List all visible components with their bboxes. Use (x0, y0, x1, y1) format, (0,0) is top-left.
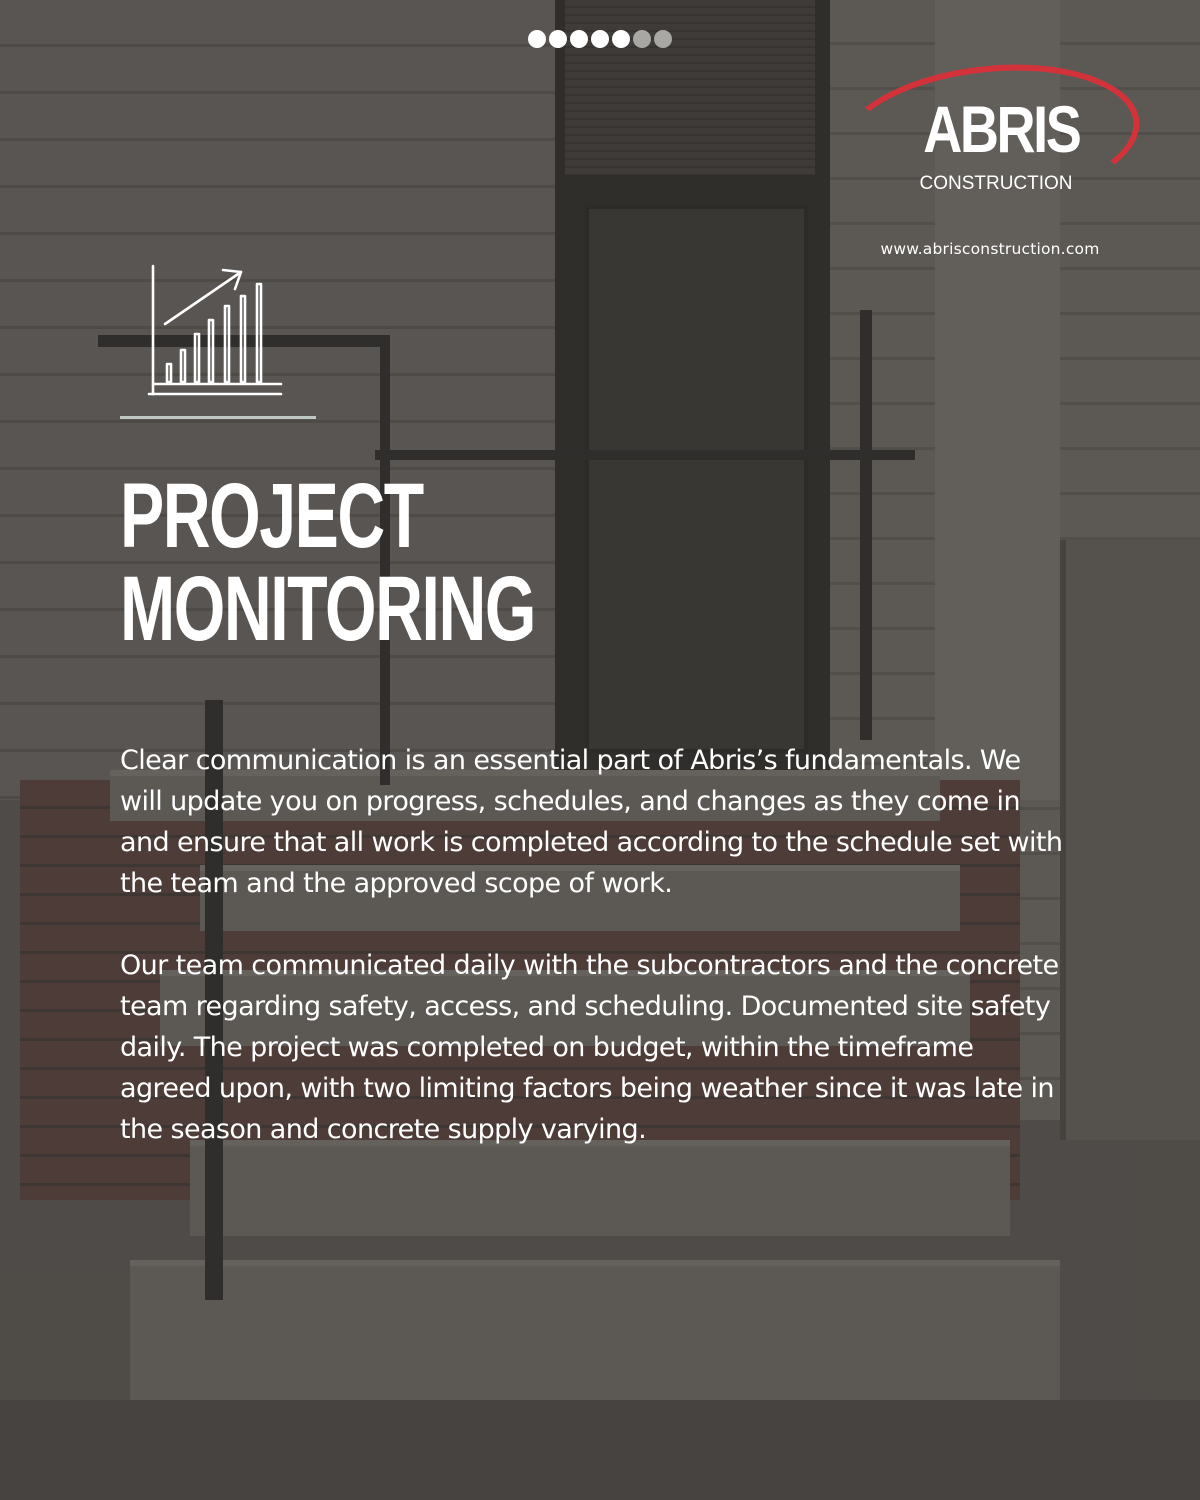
title-line-2: MONITORING (120, 558, 535, 660)
paragraph-2: Our team communicated daily with the subcontractors and the concrete team regarding safety, access, and scheduling. Documented site safety daily. The project was completed on budget, within the timeframe agreed upon, with two limiting factors being weather since it was late in the season and concrete supply varying. (120, 950, 1059, 1145)
growth-chart-icon (145, 262, 287, 400)
carousel-dot[interactable] (549, 30, 567, 48)
title-line-1: PROJECT (120, 465, 423, 567)
logo-word: ABRIS (923, 92, 1080, 166)
carousel-dot[interactable] (591, 30, 609, 48)
carousel-dot[interactable] (570, 30, 588, 48)
page-title (120, 465, 552, 660)
carousel-dot[interactable] (633, 30, 651, 48)
carousel-dot[interactable] (528, 30, 546, 48)
carousel-dot[interactable] (612, 30, 630, 48)
carousel-dots[interactable] (0, 30, 1200, 48)
title-divider (120, 416, 316, 419)
logo-subtitle: CONSTRUCTION (919, 173, 1073, 194)
carousel-dot[interactable] (654, 30, 672, 48)
website-url: www.abrisconstruction.com (880, 240, 1100, 258)
paragraph-1: Clear communication is an essential part of Abris’s fundamentals. We will update you on progress, schedules, and changes as they come in and ensure that all work is completed according to the schedule set with the team and the approved scope of work. (120, 745, 1063, 899)
body-text (120, 740, 1070, 1191)
abris-logo (840, 62, 1145, 212)
